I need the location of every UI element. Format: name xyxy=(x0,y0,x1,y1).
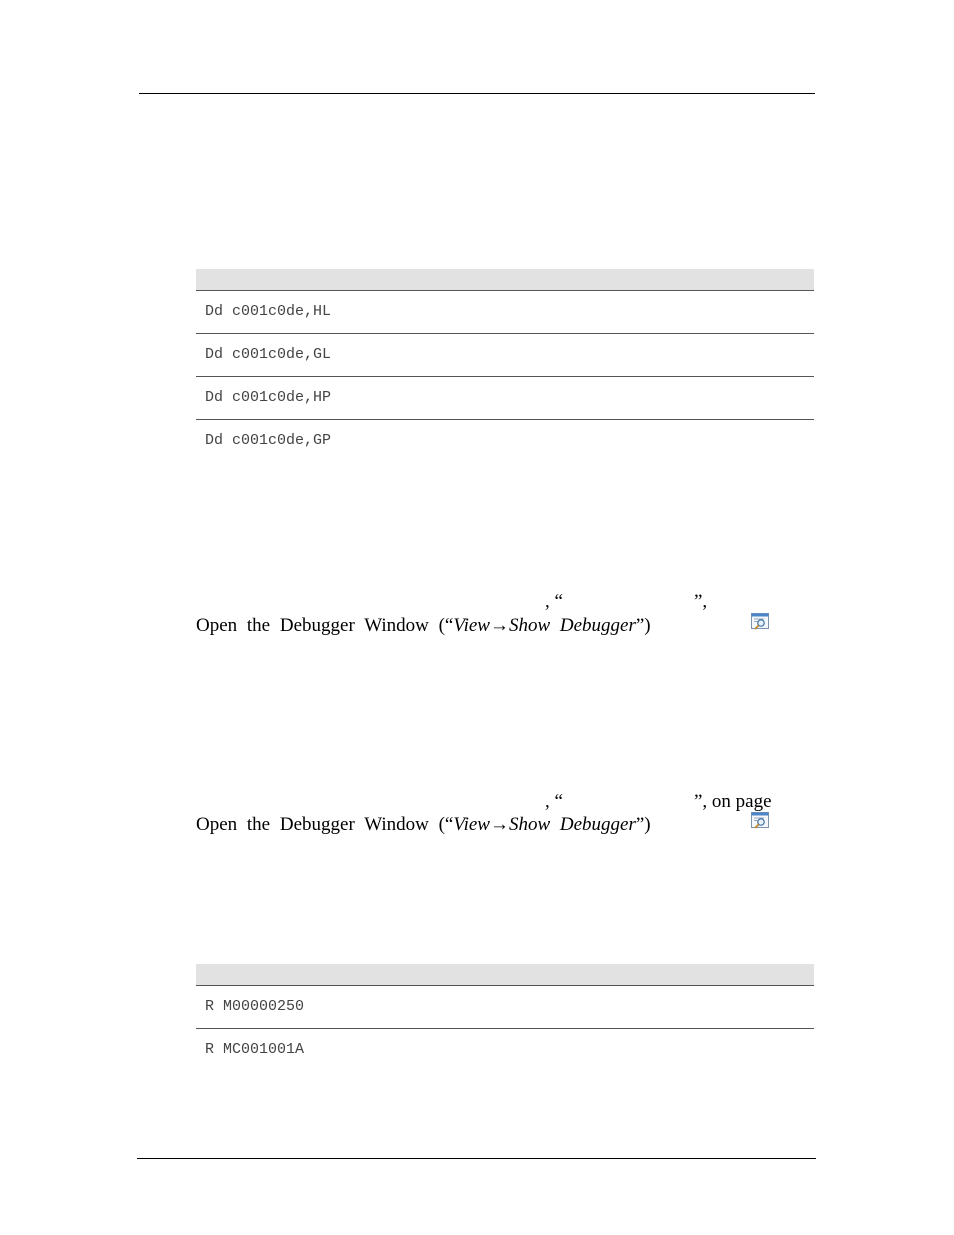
menu-path: View→Show Debugger xyxy=(453,615,636,636)
debugger-window-icon xyxy=(751,812,769,829)
table-row: R MC001001A xyxy=(205,1041,305,1058)
text-fragment-close-quote-on-page: ”, on page xyxy=(694,791,772,812)
open-debugger-instruction xyxy=(196,616,651,635)
table-row: Dd c001c0de,HL xyxy=(196,291,814,334)
instruction-suffix: ”) xyxy=(635,615,651,636)
table-row: Dd c001c0de,GL xyxy=(196,334,814,377)
instruction-prefix: Open the Debugger Window (“ xyxy=(196,615,454,636)
command-table-1 xyxy=(196,269,814,463)
text-fragment-comma-quote: , “ xyxy=(545,591,563,612)
text-fragment-close-quote: ”, xyxy=(694,591,708,612)
command-table-2 xyxy=(196,964,814,1072)
footer-rule xyxy=(137,1158,816,1159)
text-fragment-comma-quote: , “ xyxy=(545,791,563,812)
debugger-window-icon xyxy=(751,613,769,630)
instruction-suffix: ”) xyxy=(635,814,651,835)
table-header xyxy=(196,964,814,986)
header-rule xyxy=(139,93,815,94)
table-row: Dd c001c0de,GP xyxy=(205,432,332,449)
table-header xyxy=(196,269,814,291)
table-row: R M00000250 xyxy=(196,986,814,1029)
instruction-prefix: Open the Debugger Window (“ xyxy=(196,814,454,835)
open-debugger-instruction xyxy=(196,815,651,834)
table-row: Dd c001c0de,HP xyxy=(196,377,814,420)
menu-path: View→Show Debugger xyxy=(453,814,636,835)
